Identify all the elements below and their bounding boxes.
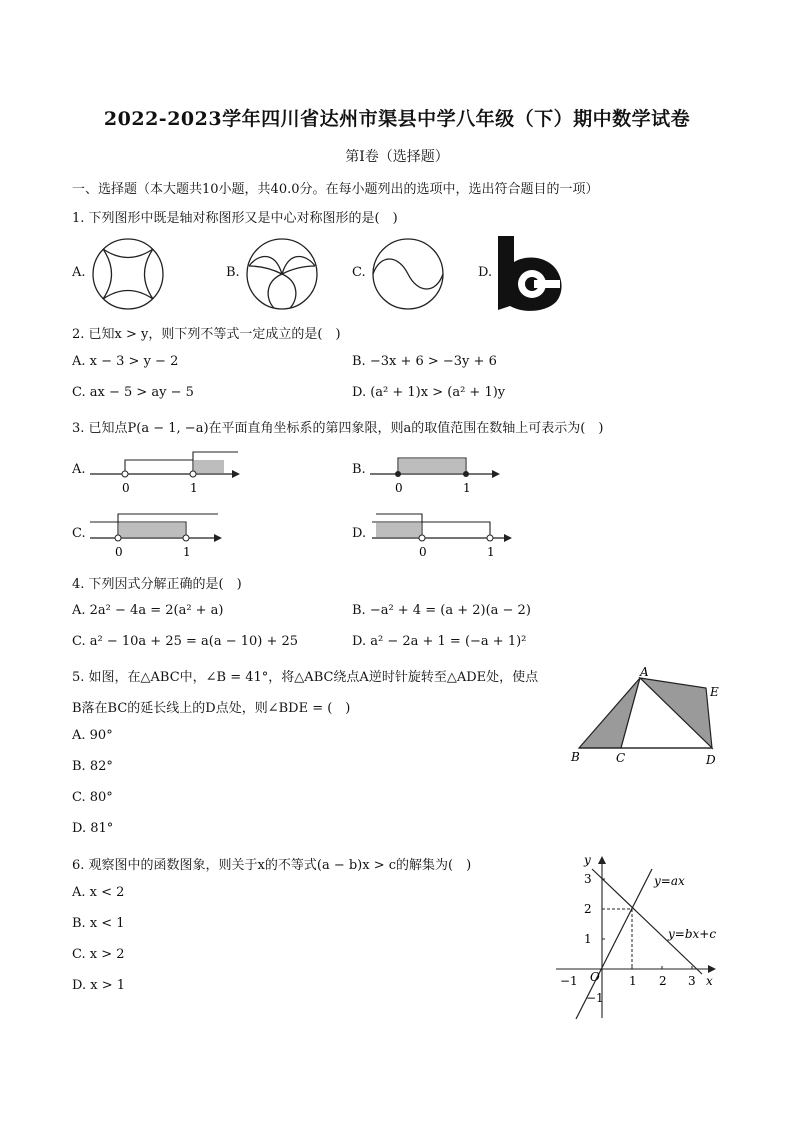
q6-function-graph xyxy=(556,852,726,1022)
q6-stem: 6. 观察图中的函数图象，则关于x的不等式(a − b)x > c的解集为( ) xyxy=(72,858,472,873)
q3-option-d-label[interactable]: D. xyxy=(352,526,367,541)
q6-line2-label: y=bx+c xyxy=(668,927,717,941)
q3c-tick-0: 0 xyxy=(115,545,123,559)
q5-point-c: C xyxy=(616,751,626,765)
q2-option-a[interactable]: A. x − 3 > y − 2 xyxy=(72,354,179,369)
q1-option-a-label[interactable]: A. xyxy=(72,265,86,280)
q2-option-b[interactable]: B. −3x + 6 > −3y + 6 xyxy=(352,354,497,369)
q5-option-b[interactable]: B. 82° xyxy=(72,759,113,774)
q3-numberline-b xyxy=(370,448,510,496)
q1-stem: 1. 下列图形中既是轴对称图形又是中心对称图形的是( ) xyxy=(72,211,398,226)
q6-y-tick-2: 2 xyxy=(584,902,592,916)
q5-stem-line2: B落在BC的延长线上的D点处，则∠BDE = ( ) xyxy=(72,701,351,716)
q1-figure-b xyxy=(244,236,320,312)
q3a-tick-0: 0 xyxy=(122,481,130,495)
q3c-tick-1: 1 xyxy=(183,545,191,559)
q3b-tick-0: 0 xyxy=(395,481,403,495)
q5-point-e: E xyxy=(710,685,719,699)
q1-option-b-label[interactable]: B. xyxy=(226,265,240,280)
q1-figure-c xyxy=(370,236,446,312)
page-title: 2022-2023学年四川省达州市渠县中学八年级（下）期中数学试卷 xyxy=(103,108,691,130)
q3d-tick-0: 0 xyxy=(419,545,427,559)
q3-stem: 3. 已知点P(a − 1, −a)在平面直角坐标系的第四象限，则a的取值范围在数轴上可表示为( ) xyxy=(72,421,604,436)
q1-figure-d-logo xyxy=(494,232,566,312)
q6-option-c[interactable]: C. x > 2 xyxy=(72,947,125,962)
q6-y-tick-1: 1 xyxy=(584,932,592,946)
q3-option-c-label[interactable]: C. xyxy=(72,526,86,541)
q4-option-d[interactable]: D. a² − 2a + 1 = (−a + 1)² xyxy=(352,634,527,649)
q4-option-a[interactable]: A. 2a² − 4a = 2(a² + a) xyxy=(72,603,224,618)
q2-stem: 2. 已知x > y，则下列不等式一定成立的是( ) xyxy=(72,327,341,342)
q5-option-d[interactable]: D. 81° xyxy=(72,821,114,836)
section-heading: 一、选择题（本大题共10小题，共40.0分。在每小题列出的选项中，选出符合题目的一项） xyxy=(72,182,599,197)
q1-figure-a xyxy=(90,236,166,312)
q6-x-tick-1: 1 xyxy=(629,974,637,988)
q6-y-tick-neg1: −1 xyxy=(586,991,604,1005)
q2-option-d[interactable]: D. (a² + 1)x > (a² + 1)y xyxy=(352,385,506,400)
q6-y-tick-3: 3 xyxy=(584,872,592,886)
q1-option-d-label[interactable]: D. xyxy=(478,265,493,280)
q3b-tick-1: 1 xyxy=(463,481,471,495)
q5-point-d: D xyxy=(706,753,716,767)
q5-point-a: A xyxy=(640,665,649,679)
q1-option-c-label[interactable]: C. xyxy=(352,265,366,280)
q5-triangle-figure xyxy=(566,664,736,774)
q6-x-tick-3: 3 xyxy=(688,974,696,988)
q4-option-b[interactable]: B. −a² + 4 = (a + 2)(a − 2) xyxy=(352,603,531,618)
q5-point-b: B xyxy=(571,750,580,764)
q3-numberline-a xyxy=(90,448,250,496)
q6-option-d[interactable]: D. x > 1 xyxy=(72,978,125,993)
q6-line1-label: y=ax xyxy=(654,874,685,888)
q2-option-c[interactable]: C. ax − 5 > ay − 5 xyxy=(72,385,194,400)
q3-option-b-label[interactable]: B. xyxy=(352,462,366,477)
q3d-tick-1: 1 xyxy=(487,545,495,559)
q5-option-a[interactable]: A. 90° xyxy=(72,728,113,743)
page-subtitle: 第I卷（选择题） xyxy=(345,149,449,165)
q6-option-b[interactable]: B. x < 1 xyxy=(72,916,125,931)
q3-numberline-d xyxy=(372,510,522,558)
q6-origin-label: O xyxy=(590,970,600,984)
q4-stem: 4. 下列因式分解正确的是( ) xyxy=(72,577,242,592)
q6-x-axis-label: x xyxy=(706,974,713,988)
q5-stem-line1: 5. 如图，在△ABC中，∠B = 41°，将△ABC绕点A逆时针旋转至△ADE处，使点 xyxy=(72,670,539,685)
q6-x-tick-2: 2 xyxy=(659,974,667,988)
q4-option-c[interactable]: C. a² − 10a + 25 = a(a − 10) + 25 xyxy=(72,634,299,649)
q6-x-tick-neg1: −1 xyxy=(560,974,578,988)
q3a-tick-1: 1 xyxy=(190,481,198,495)
q3-option-a-label[interactable]: A. xyxy=(72,462,86,477)
q3-numberline-c xyxy=(90,510,230,558)
q5-option-c[interactable]: C. 80° xyxy=(72,790,113,805)
q6-option-a[interactable]: A. x < 2 xyxy=(72,885,125,900)
q6-y-axis-label: y xyxy=(584,853,591,867)
